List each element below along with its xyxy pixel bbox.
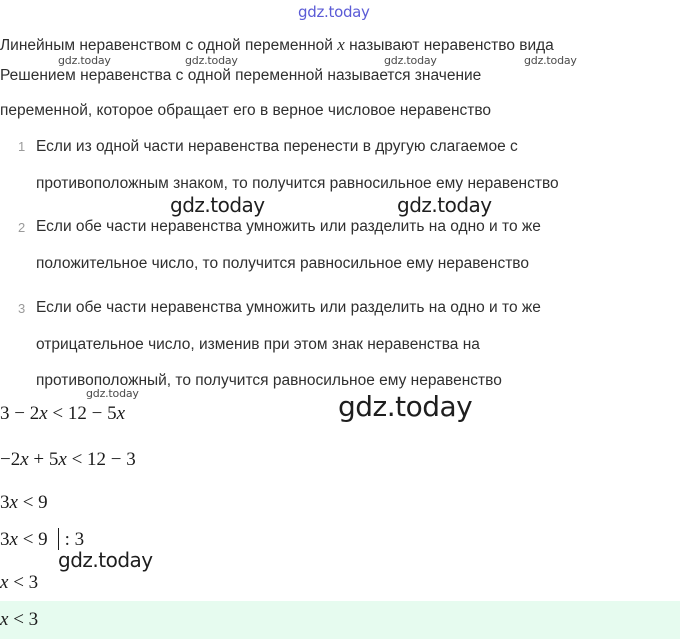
rule-1-number: 1: [18, 139, 26, 154]
watermark-small-1: gdz.today: [58, 54, 111, 67]
division-bar: [58, 528, 59, 550]
watermark-small-5: gdz.today: [86, 387, 139, 400]
rule-3-line-3: противоположный, то получится равносильное ему неравенство: [36, 372, 502, 389]
rule-2-line-1: Если обе части неравенства умножить или разделить на одно и то же: [36, 218, 541, 235]
solution-step-3: 3x < 9: [0, 492, 48, 513]
watermark-small-4: gdz.today: [524, 54, 577, 67]
watermark-big: gdz.today: [338, 390, 473, 423]
solution-step-1: 3 − 2x < 12 − 5x: [0, 403, 126, 424]
definition-text-after: называют неравенство вида: [349, 37, 554, 54]
watermark-small-3: gdz.today: [384, 54, 437, 67]
watermark-mid-2: gdz.today: [397, 193, 492, 217]
watermark-mid-1: gdz.today: [170, 193, 265, 217]
definition-text-before: Линейным неравенством с одной переменной: [0, 37, 333, 54]
solution-step-2: −2x + 5x < 12 − 3: [0, 449, 136, 470]
rule-1-line-2: противоположным знаком, то получится равносильное ему неравенство: [36, 175, 559, 192]
rule-2-line-2: положительное число, то получится равносильное ему неравенство: [36, 255, 529, 272]
variable-x: x: [337, 35, 345, 54]
watermark-small-2: gdz.today: [185, 54, 238, 67]
answer-text: x < 3: [0, 609, 39, 630]
rule-3-line-1: Если обе части неравенства умножить или разделить на одно и то же: [36, 299, 541, 316]
solution-step-5: x < 3: [0, 572, 39, 593]
solution-step-4-right: : 3: [64, 529, 85, 550]
definition-line-1: [0, 36, 554, 55]
rule-3-line-2: отрицательное число, изменив при этом знак неравенства на: [36, 336, 480, 353]
definition-line-3: переменной, которое обращает его в верное числовое неравенство: [0, 102, 492, 119]
answer-box: [0, 601, 680, 639]
watermark-mid-3: gdz.today: [58, 548, 153, 572]
rule-3-number: 3: [18, 301, 26, 316]
rule-2-number: 2: [18, 220, 26, 235]
definition-line-2: Решением неравенства с одной переменной называется значение: [0, 67, 482, 84]
watermark-top: gdz.today: [298, 3, 370, 21]
rule-1-line-1: Если из одной части неравенства перенести в другую слагаемое с: [36, 138, 518, 155]
solution-step-4-left: 3x < 9: [0, 529, 48, 550]
